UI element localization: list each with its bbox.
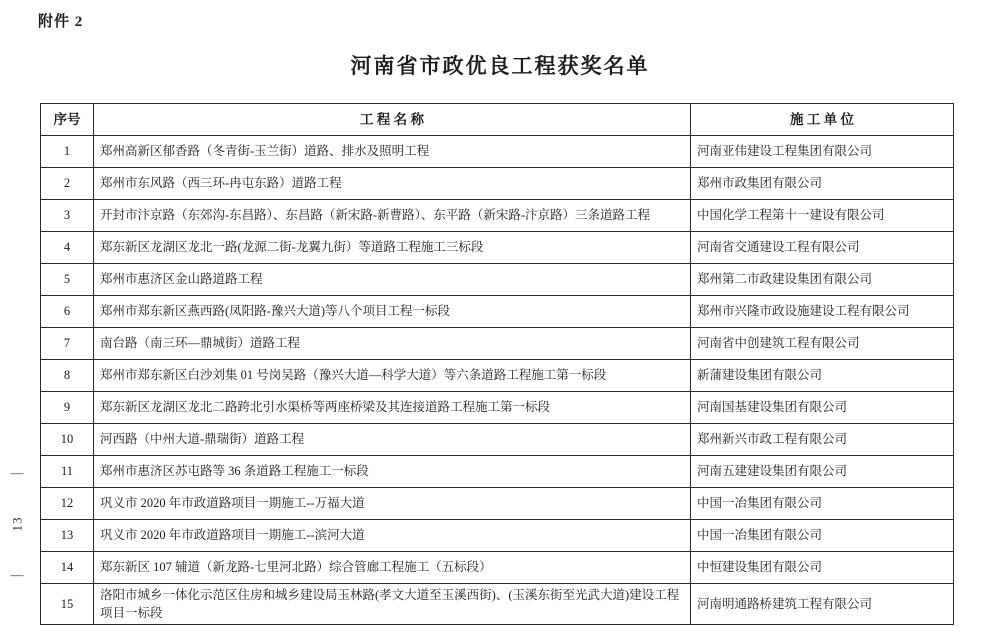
table-row (41, 424, 954, 456)
row-index: 5 (41, 264, 94, 296)
award-table (40, 103, 954, 625)
table-row (41, 232, 954, 264)
construction-unit: 中国化学工程第十一建设有限公司 (691, 200, 954, 232)
table-row (41, 552, 954, 584)
project-name: 巩义市 2020 年市政道路项目一期施工--万福大道 (94, 488, 691, 520)
attachment-label: 附件 2 (38, 14, 84, 30)
construction-unit: 新蒲建设集团有限公司 (691, 360, 954, 392)
row-index: 9 (41, 392, 94, 424)
row-index: 8 (41, 360, 94, 392)
project-name: 郑州市郑东新区白沙刘集 01 号岗吴路（豫兴大道—科学大道）等六条道路工程施工第一标段 (94, 360, 691, 392)
table-row (41, 520, 954, 552)
table-row (41, 392, 954, 424)
row-index: 15 (41, 584, 94, 625)
construction-unit: 河南省交通建设工程有限公司 (691, 232, 954, 264)
project-name: 郑东新区龙湖区龙北二路跨北引水渠桥等两座桥梁及其连接道路工程施工第一标段 (94, 392, 691, 424)
construction-unit: 郑州市政集团有限公司 (691, 168, 954, 200)
construction-unit: 中恒建设集团有限公司 (691, 552, 954, 584)
award-table-body (41, 136, 954, 625)
construction-unit: 郑州市兴隆市政设施建设工程有限公司 (691, 296, 954, 328)
project-name: 郑州市惠济区金山路道路工程 (94, 264, 691, 296)
project-name: 南台路（南三环—鼎城街）道路工程 (94, 328, 691, 360)
page-number-dash-top: — (10, 465, 24, 480)
table-row (41, 200, 954, 232)
project-name: 郑东新区 107 辅道（新龙路-七里河北路）综合管廊工程施工（五标段） (94, 552, 691, 584)
construction-unit: 中国一冶集团有限公司 (691, 520, 954, 552)
project-name: 开封市汴京路（东郊沟-东昌路）、东昌路（新宋路-新曹路）、东平路（新宋路-汴京路）三条道路工程 (94, 200, 691, 232)
project-name: 郑州市惠济区苏屯路等 36 条道路工程施工一标段 (94, 456, 691, 488)
page-number (4, 466, 30, 581)
row-index: 3 (41, 200, 94, 232)
header-project-name: 工 程 名 称 (94, 104, 691, 136)
construction-unit: 河南明通路桥建筑工程有限公司 (691, 584, 954, 625)
award-table-header (41, 104, 954, 136)
table-row (41, 264, 954, 296)
table-row (41, 488, 954, 520)
construction-unit: 河南亚伟建设工程集团有限公司 (691, 136, 954, 168)
row-index: 12 (41, 488, 94, 520)
header-index: 序号 (41, 104, 94, 136)
project-name: 洛阳市城乡一体化示范区住房和城乡建设局玉林路(孝文大道至玉溪西街)、(玉溪东街至光武大道)建设工程项目一标段 (94, 584, 691, 625)
row-index: 13 (41, 520, 94, 552)
row-index: 2 (41, 168, 94, 200)
header-row (41, 104, 954, 136)
table-row (41, 328, 954, 360)
page-title: 河南省市政优良工程获奖名单 (350, 54, 650, 78)
header-construction-unit: 施 工 单 位 (691, 104, 954, 136)
table-row (41, 584, 954, 625)
table-row (41, 456, 954, 488)
row-index: 14 (41, 552, 94, 584)
project-name: 巩义市 2020 年市政道路项目一期施工--滨河大道 (94, 520, 691, 552)
construction-unit: 中国一冶集团有限公司 (691, 488, 954, 520)
row-index: 7 (41, 328, 94, 360)
row-index: 6 (41, 296, 94, 328)
table-row (41, 136, 954, 168)
row-index: 4 (41, 232, 94, 264)
construction-unit: 河南省中创建筑工程有限公司 (691, 328, 954, 360)
project-name: 郑州市郑东新区燕西路(凤阳路-豫兴大道)等八个项目工程一标段 (94, 296, 691, 328)
construction-unit: 河南五建建设集团有限公司 (691, 456, 954, 488)
project-name: 郑州市东风路（西三环-冉屯东路）道路工程 (94, 168, 691, 200)
construction-unit: 郑州第二市政建设集团有限公司 (691, 264, 954, 296)
table-row (41, 296, 954, 328)
row-index: 11 (41, 456, 94, 488)
construction-unit: 郑州新兴市政工程有限公司 (691, 424, 954, 456)
construction-unit: 河南国基建设集团有限公司 (691, 392, 954, 424)
page-number-dash-bottom: — (10, 567, 24, 582)
table-row (41, 168, 954, 200)
project-name: 郑州高新区郁香路（冬青街-玉兰街）道路、排水及照明工程 (94, 136, 691, 168)
table-row (41, 360, 954, 392)
row-index: 1 (41, 136, 94, 168)
page-number-value: 13 (9, 516, 24, 531)
project-name: 河西路（中州大道-鼎瑞街）道路工程 (94, 424, 691, 456)
project-name: 郑东新区龙湖区龙北一路(龙源二街-龙翼九街）等道路工程施工三标段 (94, 232, 691, 264)
row-index: 10 (41, 424, 94, 456)
